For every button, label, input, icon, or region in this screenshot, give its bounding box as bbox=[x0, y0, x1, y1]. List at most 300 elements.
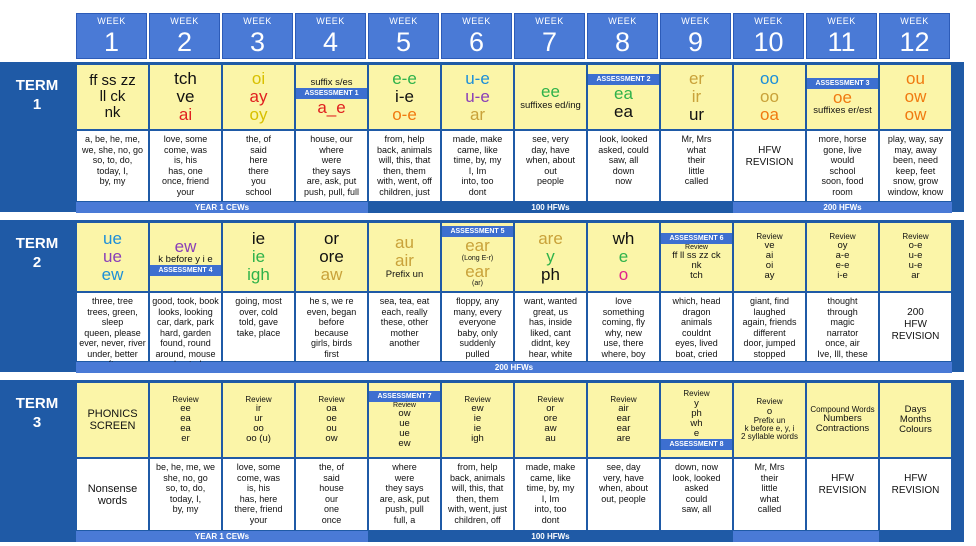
word-line: time, by, my bbox=[453, 155, 502, 165]
grapheme: (ar) bbox=[472, 280, 483, 288]
grapheme: oo (u) bbox=[246, 433, 271, 445]
grapheme: ph bbox=[691, 407, 702, 419]
term-3-week-2-column bbox=[149, 382, 222, 531]
tricky-words-cell bbox=[660, 130, 733, 202]
word-line: said bbox=[323, 472, 340, 483]
grapheme: oy bbox=[837, 240, 848, 252]
word-line: dragon bbox=[682, 306, 711, 317]
word-line: here bbox=[249, 155, 268, 165]
week-number: 6 bbox=[468, 27, 485, 57]
word-line: the, of bbox=[318, 462, 345, 472]
grapheme: oa bbox=[326, 403, 337, 415]
sounds-cell bbox=[441, 64, 514, 130]
word-line: stopped bbox=[753, 348, 786, 359]
word-line: car, dark, park bbox=[156, 317, 215, 327]
week-number: 4 bbox=[322, 27, 339, 57]
grapheme: ou bbox=[326, 423, 337, 435]
word-line: by, my bbox=[172, 504, 199, 514]
word-line: house, our bbox=[310, 134, 353, 144]
sounds-cell bbox=[806, 382, 879, 458]
word-line: has, one bbox=[168, 165, 203, 176]
term-3-week-8-column bbox=[587, 382, 660, 531]
grapheme: air bbox=[395, 251, 414, 271]
word-line: come, was bbox=[236, 472, 280, 483]
sounds-cell bbox=[733, 382, 806, 458]
grapheme: wh bbox=[690, 417, 703, 429]
sounds-cell bbox=[441, 222, 514, 292]
word-line: laughed bbox=[753, 306, 786, 317]
grapheme: oo bbox=[760, 87, 779, 107]
tricky-words-cell bbox=[441, 130, 514, 202]
word-line: suddenly bbox=[459, 338, 496, 348]
week-header-8 bbox=[587, 13, 658, 59]
tricky-words-cell bbox=[587, 130, 660, 202]
assessment-banner: ASSESSMENT 8 bbox=[661, 439, 732, 450]
hfw-footer-bar bbox=[76, 362, 952, 373]
word-line: look, looked bbox=[599, 134, 648, 144]
term-2-week-9-column bbox=[660, 222, 733, 362]
grapheme: ore bbox=[543, 413, 558, 425]
word-line: animals bbox=[680, 317, 712, 327]
grapheme: ea bbox=[614, 101, 633, 121]
word-line: once, air bbox=[825, 338, 860, 348]
week-header-9 bbox=[660, 13, 731, 59]
grapheme: ue bbox=[103, 229, 122, 249]
word-line: didnt, key bbox=[531, 338, 570, 348]
review-label: Review bbox=[756, 397, 783, 407]
word-line: door, jumped bbox=[743, 338, 796, 348]
word-line: many, every bbox=[453, 306, 502, 317]
term-1-week-7-column bbox=[514, 64, 587, 202]
grapheme: ou bbox=[906, 69, 925, 89]
tricky-words-cell bbox=[441, 292, 514, 362]
grapheme: ur bbox=[254, 413, 263, 425]
footer-segment: 200 HFWs bbox=[76, 362, 952, 373]
grapheme: ew bbox=[174, 236, 197, 256]
word-line: use, there bbox=[603, 338, 644, 348]
word-line: saw, all bbox=[681, 504, 712, 514]
term-2-week-7-column bbox=[514, 222, 587, 362]
week-number: 9 bbox=[687, 27, 704, 57]
grapheme: ar bbox=[469, 104, 486, 124]
week-number: 1 bbox=[103, 27, 120, 57]
sounds-cell bbox=[368, 222, 441, 292]
grapheme: suffixes ed/ing bbox=[520, 99, 581, 111]
grapheme: ay bbox=[764, 270, 775, 282]
grapheme: suffixes er/est bbox=[813, 105, 872, 117]
term-3-block bbox=[0, 380, 964, 542]
term-2-week-3-column bbox=[222, 222, 295, 362]
review-label: Review bbox=[393, 401, 416, 409]
grapheme: Days bbox=[904, 404, 927, 416]
grapheme: ea bbox=[180, 413, 191, 425]
word-line: trees, green, sleep bbox=[87, 306, 138, 327]
review-label: Review bbox=[537, 394, 564, 404]
term-3-week-11-column bbox=[806, 382, 879, 531]
review-label: Review bbox=[902, 231, 929, 241]
sounds-cell bbox=[222, 382, 295, 458]
term-3-week-6-column bbox=[441, 382, 514, 531]
word-line: play, way, say bbox=[887, 134, 944, 144]
word-line: want, wanted bbox=[523, 296, 578, 306]
grapheme: a_e bbox=[317, 97, 346, 117]
hfw-footer-bar bbox=[76, 202, 952, 213]
word-line: HFW bbox=[904, 319, 927, 330]
grapheme: ie bbox=[251, 247, 266, 267]
word-line: where bbox=[392, 462, 417, 472]
word-line: soon, food bbox=[821, 176, 864, 186]
footer-segment: YEAR 1 CEWs bbox=[76, 202, 368, 213]
word-line: asked, could bbox=[598, 144, 649, 155]
grapheme: Prefix un bbox=[753, 415, 786, 425]
word-line: HFW bbox=[831, 473, 854, 484]
tricky-words-cell bbox=[368, 292, 441, 362]
word-line: today, I, bbox=[169, 493, 202, 504]
tricky-words-cell bbox=[660, 292, 733, 362]
word-line: these, other bbox=[380, 317, 429, 327]
word-line: there, friend bbox=[234, 504, 283, 514]
term-3-week-9-column bbox=[660, 382, 733, 531]
sounds-cell bbox=[514, 64, 587, 130]
word-line: been, need bbox=[892, 155, 939, 165]
word-line: back, animals bbox=[449, 472, 506, 483]
word-line: is, his bbox=[173, 155, 197, 165]
term-3-week-4-column bbox=[295, 382, 368, 531]
grapheme: a-e bbox=[835, 250, 850, 262]
word-line: their bbox=[687, 155, 706, 165]
week-header-7 bbox=[514, 13, 585, 59]
word-line: she, no, go bbox=[163, 472, 208, 483]
word-line: then, them bbox=[383, 165, 426, 176]
term-1-week-3-column bbox=[222, 64, 295, 202]
term-2-week-1-column bbox=[76, 222, 149, 362]
tricky-words-cell bbox=[222, 130, 295, 202]
grapheme: i-e bbox=[395, 87, 414, 107]
word-line: I, Im bbox=[468, 165, 487, 176]
week-label: WEEK bbox=[462, 16, 491, 26]
word-line: love, some bbox=[163, 134, 208, 144]
review-label: Review bbox=[172, 394, 199, 404]
word-line: HFW bbox=[758, 145, 781, 156]
term-3-week-3-column bbox=[222, 382, 295, 531]
word-line: once, friend bbox=[161, 176, 210, 186]
word-line: time, by, my bbox=[526, 483, 575, 493]
word-line: each, really bbox=[381, 306, 428, 317]
term-2-week-6-column bbox=[441, 222, 514, 362]
week-label: WEEK bbox=[316, 16, 345, 26]
word-line: dont bbox=[468, 186, 487, 197]
word-line: is, his bbox=[246, 483, 270, 493]
term-1-week-2-column bbox=[149, 64, 222, 202]
word-line: everyone bbox=[458, 317, 497, 327]
word-line: where, boy bbox=[601, 348, 646, 359]
grapheme: oy bbox=[249, 104, 268, 124]
assessment-banner: ASSESSMENT 4 bbox=[150, 265, 221, 276]
grapheme: au bbox=[545, 433, 556, 445]
grapheme: ph bbox=[541, 264, 560, 284]
grapheme: ay bbox=[249, 87, 268, 107]
tricky-words-cell bbox=[295, 292, 368, 362]
word-line: liked, cant bbox=[530, 327, 571, 338]
word-line: over, cold bbox=[239, 306, 278, 317]
assessment-banner: ASSESSMENT 3 bbox=[807, 78, 878, 89]
tricky-words-cell bbox=[587, 458, 660, 531]
phonics-screen-cell: PHONICS SCREEN bbox=[76, 382, 149, 458]
word-line: could bbox=[685, 493, 708, 504]
word-line: asked bbox=[684, 483, 709, 493]
word-line: three, tree bbox=[91, 296, 134, 306]
sounds-cell bbox=[660, 382, 733, 458]
word-line: boat, cried bbox=[675, 348, 718, 359]
word-line: take, place bbox=[236, 327, 281, 338]
grapheme: ie bbox=[251, 229, 266, 249]
grapheme: nk bbox=[691, 260, 702, 272]
review-label: Review bbox=[464, 394, 491, 404]
grapheme: ew bbox=[101, 264, 124, 284]
word-line: people bbox=[536, 176, 565, 186]
grapheme: tch bbox=[174, 69, 197, 89]
word-line: thought bbox=[827, 296, 858, 306]
word-line: will, this, that bbox=[451, 483, 504, 493]
word-line: from, help bbox=[457, 462, 498, 472]
word-line: are, ask, put bbox=[379, 493, 430, 504]
word-line: window, know bbox=[887, 186, 944, 197]
word-line: he s, we re bbox=[309, 296, 354, 306]
grapheme: ie bbox=[473, 423, 482, 435]
word-line: be, he, me, we bbox=[155, 462, 216, 472]
term-2-week-12-column bbox=[879, 222, 952, 362]
grapheme: ew bbox=[471, 403, 484, 415]
grapheme: e-e bbox=[835, 260, 850, 272]
word-line: room bbox=[832, 186, 853, 197]
word-line: push, pull bbox=[385, 504, 424, 514]
grapheme: ll ck bbox=[99, 88, 126, 106]
week-header-2 bbox=[149, 13, 220, 59]
grapheme: e bbox=[618, 247, 629, 267]
footer-segment: 200 HFWs bbox=[733, 202, 952, 213]
word-line: a, be, he, me, bbox=[84, 134, 141, 144]
word-line: dont bbox=[541, 514, 560, 525]
grapheme: o-e bbox=[908, 240, 923, 252]
grapheme: k before y i e bbox=[158, 254, 213, 266]
word-line: REVISION bbox=[818, 485, 867, 496]
word-line: snow, grow bbox=[892, 176, 939, 186]
word-line: even, began bbox=[306, 306, 357, 317]
word-line: once bbox=[321, 514, 342, 525]
word-line: your bbox=[249, 514, 268, 525]
term-1-block bbox=[0, 62, 964, 212]
sounds-cell bbox=[295, 64, 368, 130]
week-label: WEEK bbox=[243, 16, 272, 26]
grapheme: nk bbox=[104, 103, 121, 121]
word-line: full, a bbox=[393, 514, 416, 525]
week-number: 12 bbox=[899, 27, 930, 57]
grapheme: aw bbox=[544, 423, 557, 435]
grapheme: oi bbox=[251, 69, 266, 89]
term-1-week-12-column bbox=[879, 64, 952, 202]
word-line: saw, all bbox=[608, 155, 639, 165]
week-number: 10 bbox=[753, 27, 784, 57]
word-line: now bbox=[615, 176, 632, 186]
tricky-words-cell bbox=[76, 130, 149, 202]
word-line: little bbox=[688, 165, 705, 176]
term-1-week-8-column bbox=[587, 64, 660, 202]
grapheme: ai bbox=[178, 104, 193, 124]
week-label: WEEK bbox=[170, 16, 199, 26]
term-2-week-2-column bbox=[149, 222, 222, 362]
grapheme: or bbox=[546, 403, 555, 415]
word-line: down, now bbox=[674, 462, 719, 472]
grapheme: oo bbox=[760, 69, 779, 89]
word-line: Mr, Mrs bbox=[754, 462, 785, 472]
grapheme: ear bbox=[465, 261, 490, 281]
word-line: love, some bbox=[236, 462, 281, 472]
grapheme: ore bbox=[319, 247, 344, 267]
week-number: 3 bbox=[249, 27, 266, 57]
grapheme: ee bbox=[180, 403, 191, 415]
grapheme: ear bbox=[465, 236, 490, 256]
word-line: came, like bbox=[530, 472, 571, 483]
grapheme: ur bbox=[688, 104, 705, 124]
grapheme: ee bbox=[541, 82, 560, 102]
word-line: REVISION bbox=[891, 485, 940, 496]
review-label: Review bbox=[610, 394, 637, 404]
grapheme: ear bbox=[616, 413, 631, 425]
sounds-cell bbox=[806, 64, 879, 130]
week-label: WEEK bbox=[900, 16, 929, 26]
week-header-11 bbox=[806, 13, 877, 59]
grapheme: Compound Words bbox=[810, 404, 875, 414]
word-line: great, us bbox=[532, 306, 569, 317]
tricky-words-cell bbox=[441, 458, 514, 531]
word-line: I, Im bbox=[541, 493, 560, 504]
word-line: around, mouse bbox=[155, 348, 216, 359]
tricky-words-cell bbox=[733, 292, 806, 362]
grapheme: Colours bbox=[899, 423, 932, 435]
week-label: WEEK bbox=[681, 16, 710, 26]
word-line: into, too bbox=[534, 504, 567, 514]
word-line: because bbox=[314, 327, 349, 338]
term-1-week-10-column bbox=[733, 64, 806, 202]
footer-segment: 100 HFWs bbox=[368, 531, 733, 542]
footer-segment: YEAR 1 CEWs bbox=[76, 531, 368, 542]
tricky-words-cell bbox=[295, 458, 368, 531]
word-line: there bbox=[248, 165, 269, 176]
tricky-words-cell bbox=[368, 458, 441, 531]
word-line: are, ask, put bbox=[306, 176, 357, 186]
word-line: giant, find bbox=[749, 296, 790, 306]
grapheme: u-e bbox=[465, 69, 490, 89]
term-2-week-11-column bbox=[806, 222, 879, 362]
grapheme: igh bbox=[247, 264, 270, 284]
tricky-words-cell bbox=[806, 130, 879, 202]
word-line: keep, feet bbox=[895, 165, 936, 176]
word-line: has, inside bbox=[528, 317, 573, 327]
grapheme: ow bbox=[325, 433, 338, 445]
nonsense-words-cell: Nonsense words bbox=[76, 458, 149, 531]
grapheme: ff ss zz bbox=[89, 72, 136, 90]
grapheme: y bbox=[694, 397, 699, 409]
sounds-cell bbox=[295, 382, 368, 458]
week-header-6 bbox=[441, 13, 512, 59]
word-line: school bbox=[829, 165, 856, 176]
sounds-cell bbox=[149, 382, 222, 458]
word-line: day, have bbox=[531, 144, 570, 155]
tricky-words-cell bbox=[76, 292, 149, 362]
term-2-week-4-column bbox=[295, 222, 368, 362]
week-header-12 bbox=[879, 13, 950, 59]
grapheme: ear bbox=[616, 423, 631, 435]
word-line: children, just bbox=[379, 186, 430, 197]
word-line: eyes, lived bbox=[675, 338, 718, 348]
word-line: see, day bbox=[606, 462, 641, 472]
word-line: REVISION bbox=[745, 157, 794, 168]
word-line: house bbox=[319, 483, 344, 493]
week-label: WEEK bbox=[389, 16, 418, 26]
grapheme: are bbox=[616, 433, 631, 445]
sounds-cell bbox=[149, 222, 222, 292]
word-line: come, was bbox=[163, 144, 207, 155]
sounds-cell bbox=[514, 222, 587, 292]
week-label: WEEK bbox=[535, 16, 564, 26]
word-line: were bbox=[321, 155, 342, 165]
word-line: today, I, bbox=[96, 165, 129, 176]
term-1-week-11-column bbox=[806, 64, 879, 202]
sounds-cell bbox=[222, 222, 295, 292]
grapheme: are bbox=[538, 229, 563, 249]
word-line: down bbox=[612, 165, 635, 176]
term-3-week-7-column bbox=[514, 382, 587, 531]
word-line: their bbox=[760, 472, 779, 483]
word-line: were bbox=[394, 472, 415, 483]
grapheme: u-e bbox=[908, 250, 923, 262]
word-line: then, them bbox=[456, 493, 499, 504]
word-line: which, head bbox=[672, 296, 721, 306]
tricky-words-cell bbox=[222, 458, 295, 531]
tricky-words-cell bbox=[660, 458, 733, 531]
term-3-week-10-column bbox=[733, 382, 806, 531]
term-1-week-4-column bbox=[295, 64, 368, 202]
word-line: first bbox=[324, 348, 339, 359]
sounds-cell bbox=[587, 64, 660, 130]
word-line: where bbox=[319, 144, 344, 155]
word-line: good, took, book bbox=[152, 296, 219, 306]
grapheme: ea bbox=[614, 83, 633, 103]
word-line: couldnt bbox=[681, 327, 712, 338]
week-header-5 bbox=[368, 13, 439, 59]
tricky-words-cell bbox=[733, 458, 806, 531]
footer-segment bbox=[733, 531, 879, 542]
word-line: by, my bbox=[99, 176, 126, 186]
tricky-words-cell bbox=[733, 130, 806, 202]
word-line: gone, live bbox=[823, 144, 862, 155]
word-line: see, very bbox=[532, 134, 569, 144]
grapheme: e-e bbox=[392, 69, 417, 89]
sounds-cell bbox=[587, 222, 660, 292]
sounds-cell bbox=[295, 222, 368, 292]
grapheme: k before e, y, i bbox=[744, 423, 795, 433]
word-line: something bbox=[602, 306, 645, 317]
week-header-10 bbox=[733, 13, 804, 59]
sounds-cell bbox=[660, 222, 733, 292]
word-line: one bbox=[323, 504, 340, 514]
sounds-cell bbox=[76, 64, 149, 130]
word-line: little bbox=[761, 483, 778, 493]
grapheme: au bbox=[395, 233, 414, 253]
word-line: found, round bbox=[160, 338, 211, 348]
word-line: when, about bbox=[525, 155, 576, 165]
word-line: very, have bbox=[603, 472, 644, 483]
